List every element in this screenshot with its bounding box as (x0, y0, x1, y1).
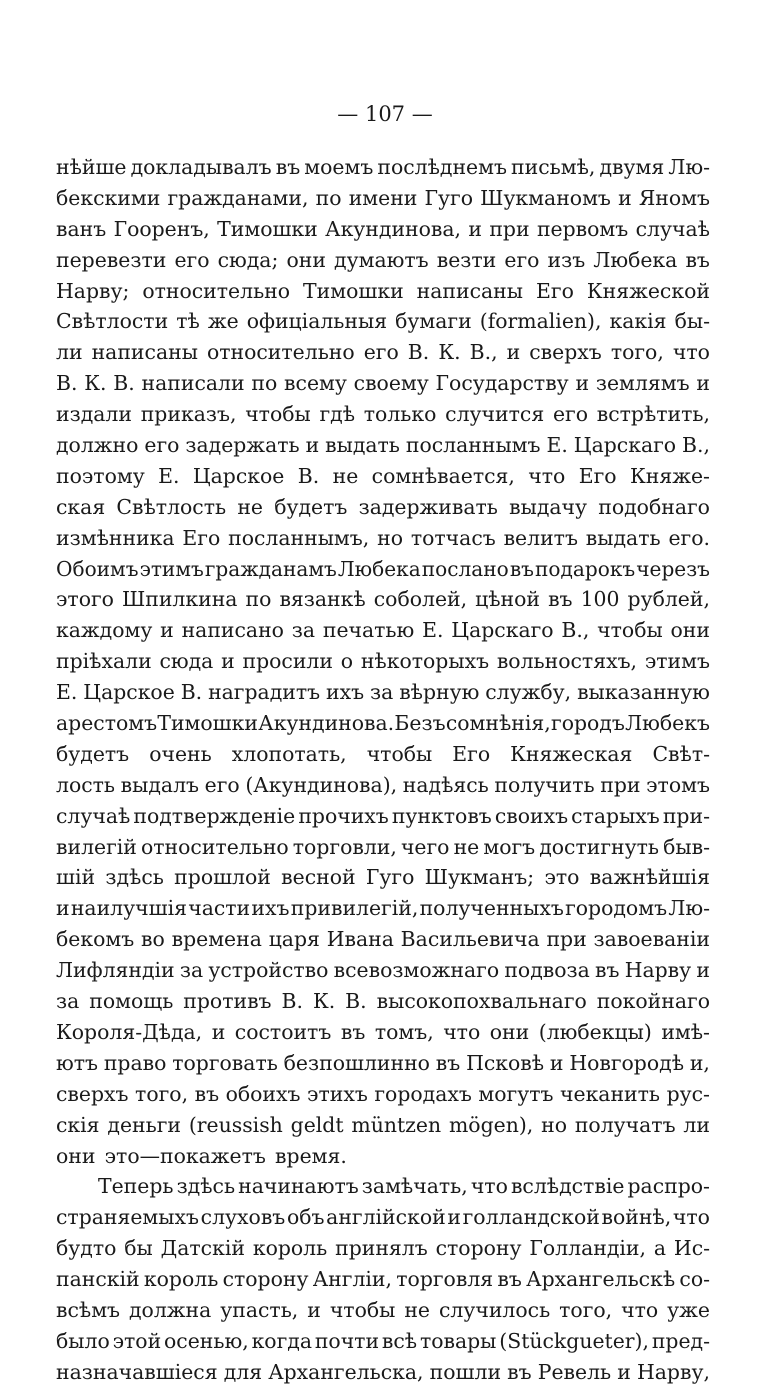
text-line: перевезти его сюда; они думаютъ везти его изъ Любека въ (56, 247, 710, 272)
text-line: шій здѣсь прошлой весной Гуго Шукманъ; это важнѣйшія (56, 865, 710, 890)
text-line: арестомъ Тимошки Акундинова. Безъ сомнѣнія, городъ Любекъ (56, 711, 710, 736)
text-line: Нарву; относительно Тимошки написаны Его Княжеской (56, 278, 710, 303)
page-number: — 107 — (337, 102, 433, 126)
text-line: лость выдалъ его (Акундинова), надѣясь получить при этомъ (56, 772, 710, 797)
text-line: было этой осенью, когда почти всѣ товары (Stückgueter), пред- (56, 1328, 710, 1353)
text-line: этого Шпилкина по вязанкѣ соболей, цѣной въ 100 рублей, (56, 587, 710, 612)
text-line: случаѣ подтвержденіе прочихъ пунктовъ своихъ старыхъ при- (56, 803, 710, 828)
text-line: вилегій относительно торговли, чего не могъ достигнуть быв- (56, 834, 710, 859)
text-line: Обоимъ этимъ гражданамъ Любека послано въ подарокъ черезъ (56, 556, 710, 581)
text-line: издали приказъ, чтобы гдѣ только случится его встрѣтить, (56, 402, 710, 427)
text-line: Свѣтлости тѣ же офиціальныя бумаги (formalien), какія бы- (56, 309, 710, 334)
text-line: В. К. В. написали по всему своему Государству и землямъ и (56, 371, 710, 396)
text-line: всѣмъ должна упасть, и чтобы не случилось того, что уже (56, 1297, 710, 1322)
text-line: ли написаны относительно его В. К. В., и сверхъ того, что (56, 340, 710, 365)
text-line: измѣнника Его посланнымъ, но тотчасъ велитъ выдать его. (56, 525, 710, 550)
text-line: Е. Царское В. наградитъ ихъ за вѣрную службу, выказанную (56, 680, 710, 705)
text-line: ванъ Гоoренъ, Тимошки Акундинова, и при первомъ случаѣ (56, 216, 710, 241)
text-line: нѣйше докладывалъ въ моемъ послѣднемъ письмѣ, двумя Лю- (56, 155, 710, 179)
text-line: должно его задержать и выдать посланнымъ Е. Царскаго В., (56, 433, 710, 458)
text-line: ская Свѣтлость не будетъ задерживать выдачу подобнаго (56, 494, 710, 519)
text-line: панскій король сторону Англіи, торговля въ Архангельскѣ со- (56, 1267, 710, 1292)
body-text (56, 152, 710, 1388)
text-line: они это—покажетъ время. (56, 1143, 347, 1168)
text-line: ютъ право торговать безпошлинно въ Псковѣ и Новгородѣ и, (56, 1050, 710, 1075)
text-line: будто бы Датскій король принялъ сторону Голландіи, а Ис- (56, 1236, 710, 1261)
text-line: пріѣхали сюда и просили о нѣкоторыхъ вольностяхъ, этимъ (56, 649, 710, 674)
text-line: за помощь противъ В. К. В. высокопохвальнаго покойнаго (56, 989, 710, 1014)
text-line: бекомъ во времена царя Ивана Васильевича при завоеваніи (56, 927, 710, 952)
text-line: будетъ очень хлопотать, чтобы Его Княжеская Свѣт- (56, 741, 710, 766)
text-line: назначавшіеся для Архангельска, пошли въ Ревель и Нарву, (56, 1359, 710, 1384)
text-line: сверхъ того, въ обоихъ этихъ городахъ могутъ чеканить рус- (56, 1081, 710, 1106)
text-line: Теперь здѣсь начинаютъ замѣчать, что вслѣдствіе распро- (98, 1174, 710, 1199)
text-line: поэтому Е. Царское В. не сомнѣвается, что Его Княже- (56, 463, 710, 488)
text-line: Лифляндіи за устройство всевозможнаго подвоза въ Нарву и (56, 958, 710, 983)
text-line: скія деньги (reussish geldt müntzen mögen), но получатъ ли (56, 1112, 710, 1137)
text-line: бекскими гражданами, по имени Гуго Шукманомъ и Яномъ (56, 185, 710, 210)
text-line: каждому и написано за печатью Е. Царскаго В., чтобы они (56, 618, 710, 643)
text-line: и наилучшія части ихъ привилегій, полученныхъ городомъ Лю- (56, 896, 710, 921)
text-line: страняемыхъ слуховъ объ англійской и голландской войнѣ, что (56, 1205, 710, 1230)
text-line: Короля-Дѣда, и состоитъ въ томъ, что они (любекцы) имѣ- (56, 1019, 710, 1044)
